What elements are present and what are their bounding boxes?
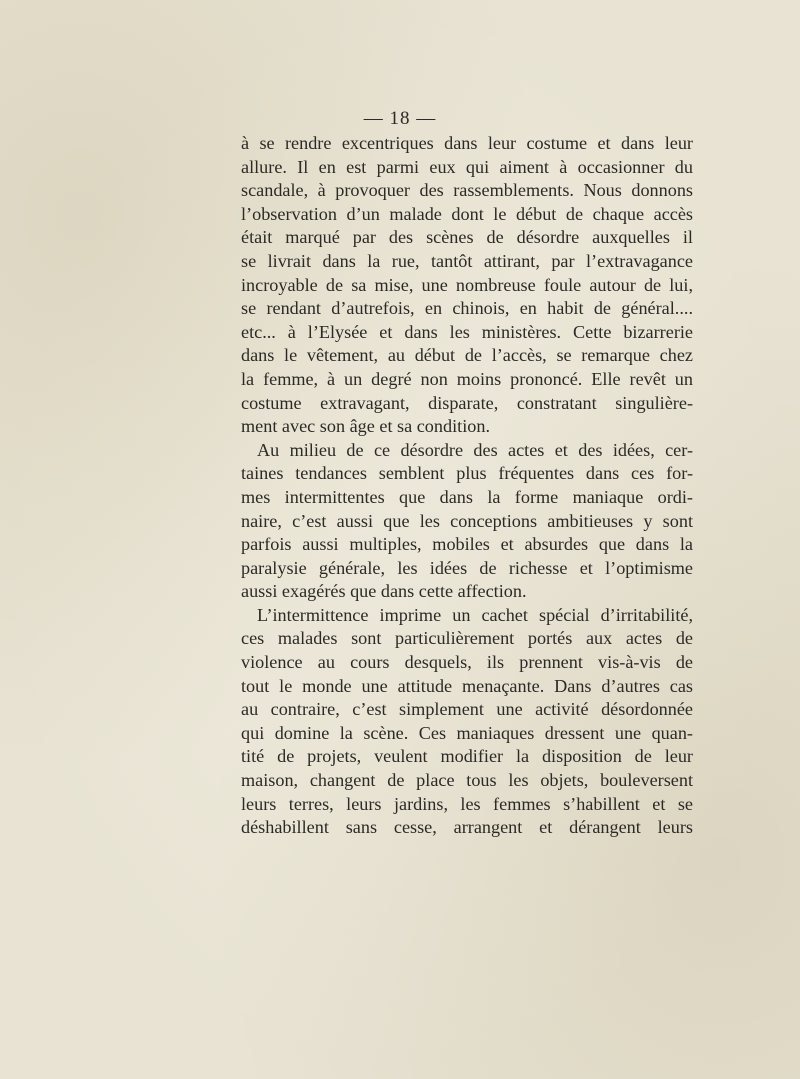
text-line: déshabillent sans cesse, arrangent et dérangent leurs bbox=[241, 817, 693, 838]
text-line: costume extravagant, disparate, constratant singulière- bbox=[241, 392, 693, 413]
text-line: mes intermittentes que dans la forme maniaque ordi- bbox=[241, 486, 693, 507]
text-line: l’observation d’un malade dont le début de chaque accès bbox=[241, 203, 693, 224]
paragraph-end-line: ment avec son âge et sa condition. bbox=[241, 416, 490, 437]
text-line: était marqué par des scènes de désordre auxquelles il bbox=[241, 227, 693, 248]
text-line: scandale, à provoquer des rassemblements. Nous donnons bbox=[241, 180, 693, 201]
text-line: violence au cours desquels, ils prennent vis-à-vis de bbox=[241, 652, 693, 673]
page-number: — 18 — bbox=[363, 108, 437, 129]
text-line: allure. Il en est parmi eux qui aiment à occasionner du bbox=[241, 156, 693, 177]
text-line: tité de projets, veulent modifier la disposition de leur bbox=[241, 746, 693, 767]
text-line: maison, changent de place tous les objets, bouleversent bbox=[241, 770, 693, 791]
paragraph-start-line: L’intermittence imprime un cachet spécial d’irritabilité, bbox=[257, 604, 693, 625]
text-line: se rendant d’autrefois, en chinois, en habit de général.... bbox=[241, 298, 693, 319]
text-line: tout le monde une attitude menaçante. Dans d’autres cas bbox=[241, 675, 693, 696]
text-line: ces malades sont particulièrement portés aux actes de bbox=[241, 628, 693, 649]
paragraph-end-line: aussi exagérés que dans cette affection. bbox=[241, 581, 527, 602]
text-line: qui domine la scène. Ces maniaques dressent une quan- bbox=[241, 722, 693, 743]
paragraph-start-line: Au milieu de ce désordre des actes et des idées, cer- bbox=[257, 439, 693, 460]
body-text bbox=[241, 132, 693, 840]
text-line: etc... à l’Elysée et dans les ministères. Cette bizarrerie bbox=[241, 321, 693, 342]
text-line: à se rendre excentriques dans leur costume et dans leur bbox=[241, 133, 693, 153]
text-line: au contraire, c’est simplement une activité désordonnée bbox=[241, 699, 693, 720]
text-line: naire, c’est aussi que les conceptions ambitieuses y sont bbox=[241, 510, 693, 531]
text-line: leurs terres, leurs jardins, les femmes s’habillent et se bbox=[241, 793, 693, 814]
text-line: dans le vêtement, au début de l’accès, se remarque chez bbox=[241, 345, 693, 366]
text-line: paralysie générale, les idées de richesse et l’optimisme bbox=[241, 557, 693, 578]
text-line: parfois aussi multiples, mobiles et absurdes que dans la bbox=[241, 534, 693, 555]
text-line: taines tendances semblent plus fréquentes dans ces for- bbox=[241, 463, 693, 484]
text-line: se livrait dans la rue, tantôt attirant, par l’extravagance bbox=[241, 250, 693, 271]
text-line: incroyable de sa mise, une nombreuse foule autour de lui, bbox=[241, 274, 693, 295]
text-line: la femme, à un degré non moins prononcé. Elle revêt un bbox=[241, 368, 693, 389]
